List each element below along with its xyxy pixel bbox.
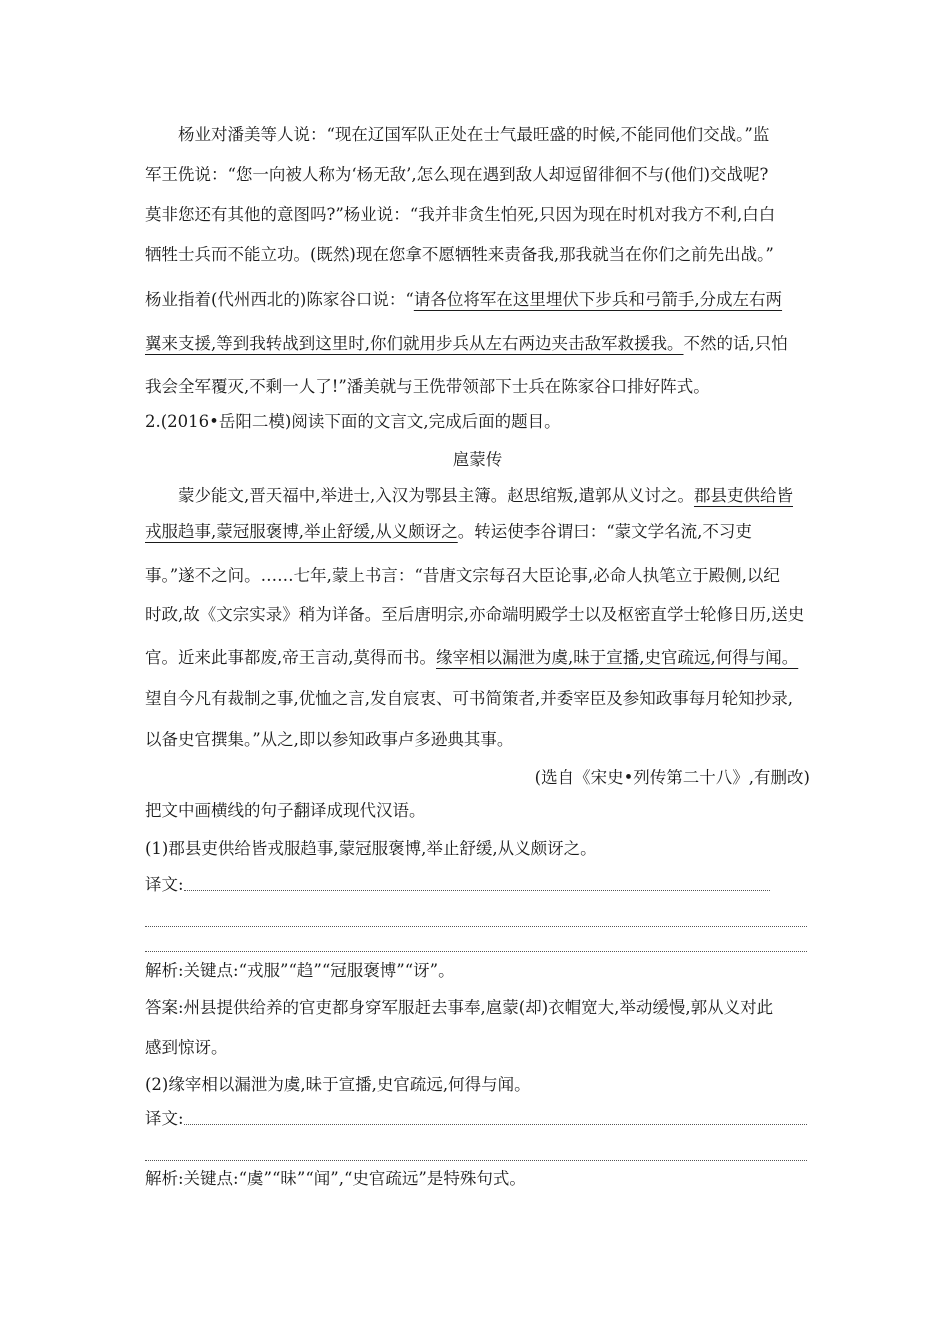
passage1-line-5-text: 杨业指着(代州西北的)陈家谷口说：“	[145, 290, 414, 309]
underlined-sentence: 缘宰相以漏泄为虞,昧于宣播,史官疏远,何得与闻。	[436, 648, 799, 667]
passage2-line-2-text: 。转运使李谷谓曰：“蒙文学名流,不习吏	[457, 522, 752, 541]
item1-answer-line-3[interactable]	[145, 951, 807, 952]
passage-title: 扈蒙传	[452, 450, 503, 469]
item2-sentence: (2)缘宰相以漏泄为虞,昧于宣播,史官疏远,何得与闻。	[145, 1075, 531, 1094]
passage1-line-3: 莫非您还有其他的意图吗?”杨业说：“我并非贪生怕死,只因为现在时机对我方不利,白白	[145, 205, 776, 224]
passage2-line-1-text: 蒙少能文,晋天福中,举进士,入汉为鄂县主簿。赵思绾叛,遣郭从义讨之。	[178, 486, 694, 505]
passage2-line-2	[145, 521, 810, 543]
passage2-line-5-text: 官。近来此事都废,帝王言动,莫得而书。	[145, 648, 436, 667]
passage1-line-6	[145, 333, 810, 355]
passage1-line-5	[145, 289, 810, 311]
passage2-line-1	[178, 485, 843, 507]
passage1-line-1: 杨业对潘美等人说：“现在辽国军队正处在士气最旺盛的时候,不能同他们交战。”监	[178, 125, 770, 144]
passage2-line-5	[145, 647, 810, 669]
passage2-line-7: 以备史官撰集。”从之,即以参知政事卢多逊典其事。	[145, 730, 514, 749]
source-citation: (选自《宋史•列传第二十八》,有删改)	[534, 768, 810, 787]
underlined-sentence: 戎服趋事,蒙冠服褒博,举止舒缓,从义颇讶之	[145, 522, 458, 541]
item1-answer-line-a: 答案:州县提供给养的官吏都身穿军服赶去事奉,扈蒙(却)衣帽宽大,举动缓慢,郭从义对此	[145, 998, 774, 1017]
passage1-line-2: 军王侁说：“您一向被人称为‘杨无敌’,怎么现在遇到敌人却逗留徘徊不与(他们)交战呢?	[145, 165, 769, 184]
passage1-line-6-text: 不然的话,只怕	[683, 334, 788, 353]
item2-answer-line-2[interactable]	[145, 1160, 807, 1161]
underlined-sentence: 翼来支援,等到我转战到这里时,你们就用步兵从左右两边夹击敌军救援我。	[145, 334, 684, 353]
item1-answer-line-1[interactable]	[184, 890, 770, 891]
item1-analysis: 解析:关键点:“戎服”“趋”“冠服褒博”“讶”。	[145, 961, 455, 980]
underlined-sentence: 郡县吏供给皆	[693, 486, 793, 505]
item2-answer-line-1[interactable]	[184, 1124, 807, 1125]
passage2-line-3: 事。”遂不之问。……七年,蒙上书言：“昔唐文宗每召大臣论事,必命人执笔立于殿侧,以纪	[145, 566, 780, 585]
item2-translation-label: 译文:	[145, 1109, 184, 1128]
underlined-sentence: 请各位将军在这里埋伏下步兵和弓箭手,分成左右两	[413, 290, 783, 309]
passage1-line-4: 牺牲士兵而不能立功。(既然)现在您拿不愿牺牲来责备我,那我就当在你们之前先出战。”	[145, 245, 774, 264]
passage2-line-4: 时政,故《文宗实录》稍为详备。至后唐明宗,亦命端明殿学士以及枢密直学士轮修日历,送史	[145, 605, 805, 624]
item2-analysis: 解析:关键点:“虞”“昧”“闻”,“史官疏远”是特殊句式。	[145, 1169, 526, 1188]
passage1-line-7: 我会全军覆灭,不剩一人了!”潘美就与王侁带领部下士兵在陈家谷口排好阵式。	[145, 377, 710, 396]
item1-translation-label: 译文:	[145, 875, 184, 894]
instruction: 把文中画横线的句子翻译成现代汉语。	[145, 801, 426, 820]
passage2-line-6: 望自今凡有裁制之事,优恤之言,发自宸衷、可书简策者,并委宰臣及参知政事每月轮知抄录,	[145, 689, 793, 708]
item1-sentence: (1)郡县吏供给皆戎服趋事,蒙冠服褒博,举止舒缓,从义颇讶之。	[145, 839, 597, 858]
item1-answer-line-b: 感到惊讶。	[145, 1038, 228, 1057]
question2-header: 2.(2016•岳阳二模)阅读下面的文言文,完成后面的题目。	[145, 412, 561, 431]
item1-answer-line-2[interactable]	[145, 926, 807, 927]
